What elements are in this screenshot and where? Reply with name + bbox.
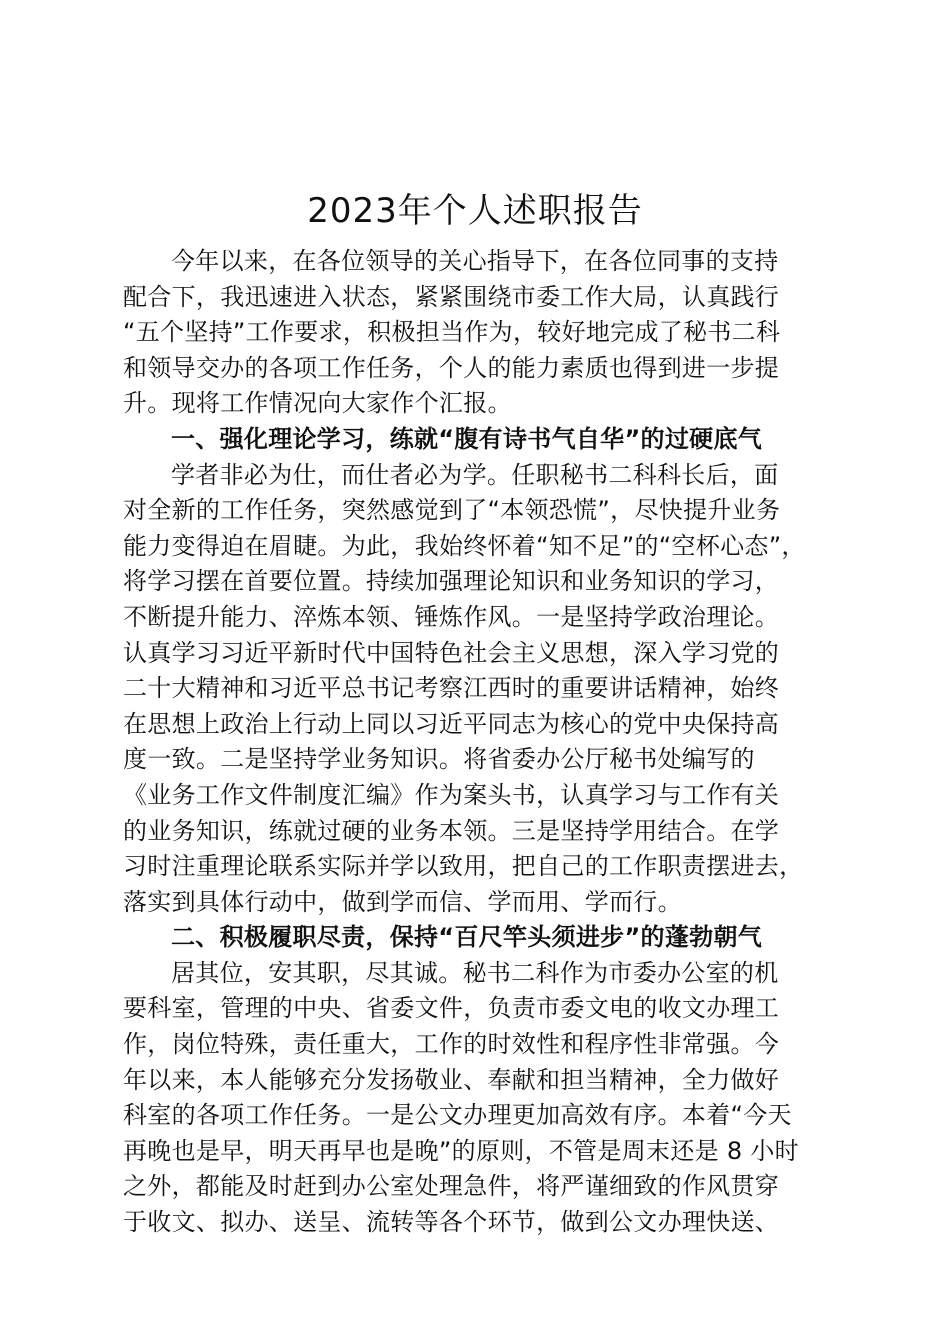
body-line: 在思想上政治上行动上同以习近平同志为核心的党中央保持高 bbox=[123, 709, 780, 738]
body-line: 将学习摆在首要位置。持续加强理论知识和业务知识的学习， bbox=[123, 567, 780, 596]
document-body bbox=[123, 244, 835, 1241]
body-line: 学者非必为仕，而仕者必为学。任职秘书二科科长后，面 bbox=[171, 460, 779, 489]
document-title: 2023年个人述职报告 bbox=[307, 191, 643, 231]
body-line: 配合下，我迅速进入状态，紧紧围绕市委工作大局，认真践行 bbox=[123, 282, 780, 311]
body-line: 升。现将工作情况向大家作个汇报。 bbox=[123, 389, 512, 418]
body-line: 对全新的工作任务，突然感觉到了“本领恐慌”，尽快提升业务 bbox=[123, 496, 781, 525]
body-line: 要科室，管理的中央、省委文件，负责市委文电的收文办理工 bbox=[123, 994, 780, 1023]
body-line: 科室的各项工作任务。一是公文办理更加高效有序。本着“今天 bbox=[123, 1101, 792, 1130]
body-line: 的业务知识，练就过硬的业务本领。三是坚持学用结合。在学 bbox=[123, 816, 780, 845]
body-line: 二十大精神和习近平总书记考察江西时的重要讲话精神，始终 bbox=[123, 674, 780, 703]
body-line: 作，岗位特殊，责任重大，工作的时效性和程序性非常强。今 bbox=[123, 1030, 780, 1059]
body-line: 《业务工作文件制度汇编》作为案头书，认真学习与工作有关 bbox=[123, 780, 780, 809]
body-line: 居其位，安其职，尽其诚。秘书二科作为市委办公室的机 bbox=[171, 958, 779, 987]
body-line: 落实到具体行动中，做到学而信、学而用、学而行。 bbox=[123, 887, 682, 916]
body-line: 不断提升能力、淬炼本领、锤炼作风。一是坚持学政治理论。 bbox=[123, 602, 780, 631]
section-heading: 二、积极履职尽责，保持“百尺竿头须进步”的蓬勃朝气 bbox=[171, 923, 763, 952]
body-line: 再晚也是早，明天再早也是晚”的原则，不管是周末还是 8 小时 bbox=[123, 1136, 799, 1165]
body-line: 年以来，本人能够充分发扬敬业、奉献和担当精神，全力做好 bbox=[123, 1065, 780, 1094]
body-line: 和领导交办的各项工作任务，个人的能力素质也得到进一步提 bbox=[123, 353, 780, 382]
body-line: 能力变得迫在眉睫。为此，我始终怀着“知不足”的“空杯心态”， bbox=[123, 531, 806, 560]
body-line: “五个坚持”工作要求，积极担当作为，较好地完成了秘书二科 bbox=[123, 318, 781, 347]
body-line: 习时注重理论联系实际并学以致用，把自己的工作职责摆进去， bbox=[123, 852, 804, 881]
body-line: 度一致。二是坚持学业务知识。将省委办公厅秘书处编写的 bbox=[123, 745, 755, 774]
section-heading: 一、强化理论学习，练就“腹有诗书气自华”的过硬底气 bbox=[171, 424, 763, 453]
body-line: 之外，都能及时赶到办公室处理急件，将严谨细致的作风贯穿 bbox=[123, 1172, 780, 1201]
body-line: 今年以来，在各位领导的关心指导下，在各位同事的支持 bbox=[171, 247, 779, 275]
body-line: 于收文、拟办、送呈、流转等各个环节，做到公文办理快送、 bbox=[123, 1208, 780, 1237]
body-line: 认真学习习近平新时代中国特色社会主义思想，深入学习党的 bbox=[123, 638, 780, 667]
